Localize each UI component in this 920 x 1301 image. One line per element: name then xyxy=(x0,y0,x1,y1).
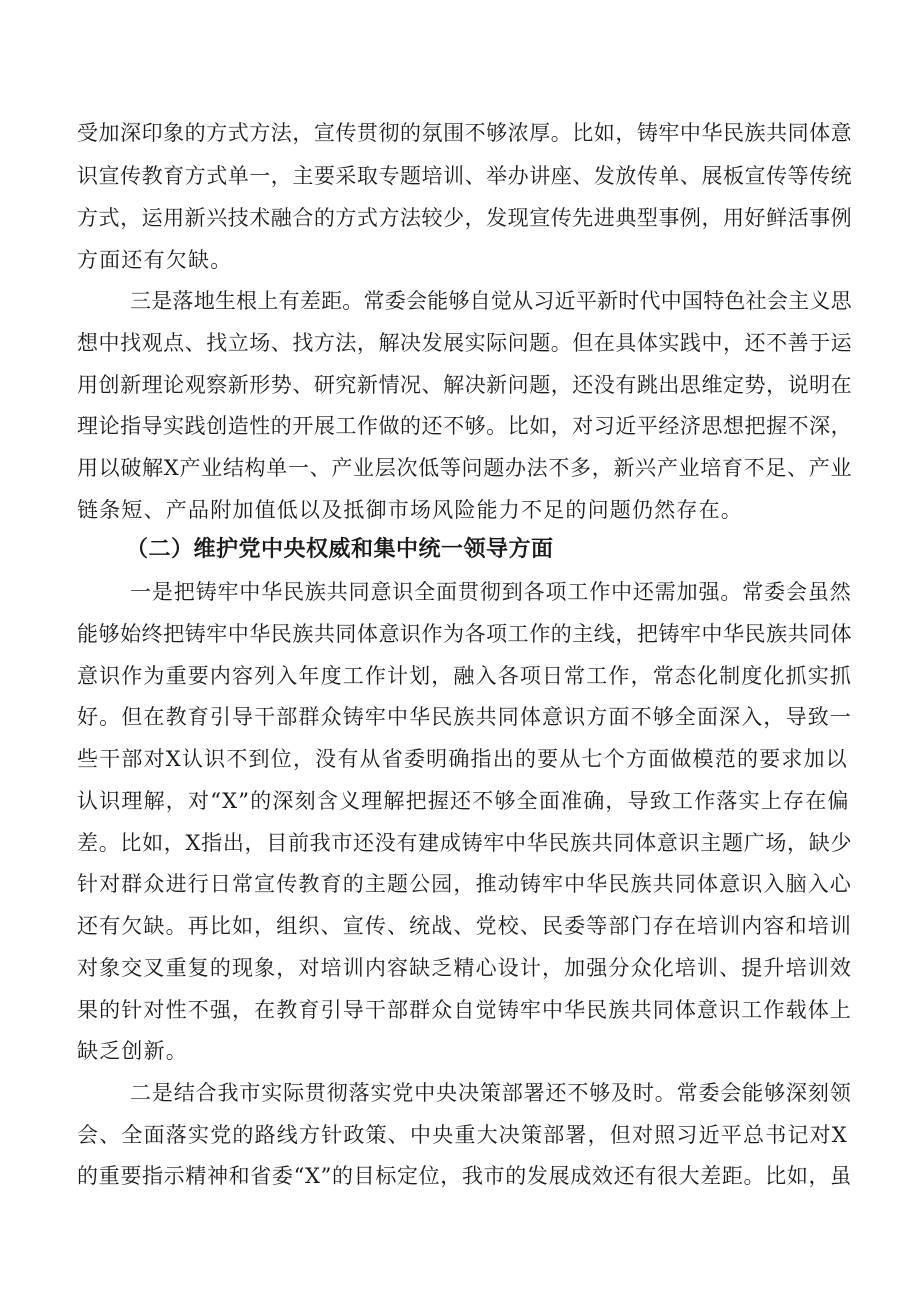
paragraph-line: 识宣传教育方式单一，主要采取专题培训、举办讲座、发放传单、展板宣传等传统 xyxy=(77,164,853,188)
section-heading: （二）维护党中央权威和集中统一领导方面 xyxy=(126,537,554,562)
paragraph-line: 受加深印象的方式方法，宣传贯彻的氛围不够浓厚。比如，铸牢中华民族共同体意 xyxy=(77,121,853,145)
paragraph-line: 好。但在教育引导干部群众铸牢中华民族共同体意识方面不够全面深入，导致一 xyxy=(77,705,852,729)
paragraph-line: 一是把铸牢中华民族共同意识全面贯彻到各项工作中还需加强。常委会虽然 xyxy=(130,580,852,604)
paragraph-line: 二是结合我市实际贯彻落实党中央决策部署还不够及时。常委会能够深刻领 xyxy=(130,1081,852,1105)
paragraph-line: 方面还有欠缺。 xyxy=(77,248,233,272)
paragraph-line: 用创新理论观察新形势、研究新情况、解决新问题，还没有跳出思维定势，说明在 xyxy=(77,373,853,397)
paragraph-line: 会、全面落实党的路线方针政策、中央重大决策部署，但对照习近平总书记对X xyxy=(77,1123,848,1147)
paragraph-line: 想中找观点、找立场、找方法，解决发展实际问题。但在具体实践中，还不善于运 xyxy=(77,331,853,355)
paragraph-line: 理论指导实践创造性的开展工作做的还不够。比如，对习近平经济思想把握不深， xyxy=(77,414,853,438)
paragraph-line: 针对群众进行日常宣传教育的主题公园，推动铸牢中华民族共同体意识入脑入心 xyxy=(77,872,852,896)
paragraph-line: 意识作为重要内容列入年度工作计划，融入各项日常工作，常态化制度化抓实抓 xyxy=(77,664,852,688)
paragraph-line: 认识理解，对“X”的深刻含义理解把握还不够全面准确，导致工作落实上存在偏 xyxy=(77,789,850,813)
paragraph-line: 还有欠缺。再比如，组织、宣传、统战、党校、民委等部门存在培训内容和培训 xyxy=(77,914,852,938)
paragraph-line: 链条短、产品附加值低以及抵御市场风险能力不足的问题仍然存在。 xyxy=(77,498,743,522)
paragraph-line: 的重要指示精神和省委“X”的目标定位，我市的发展成效还有很大差距。比如，虽 xyxy=(77,1164,852,1188)
paragraph-line: 缺乏创新。 xyxy=(77,1039,188,1063)
paragraph-line: 差。比如，X指出，目前我市还没有建成铸牢中华民族共同体意识主题广场，缺少 xyxy=(77,831,853,855)
paragraph-line: 三是落地生根上有差距。常委会能够自觉从习近平新时代中国特色社会主义思 xyxy=(130,289,852,313)
paragraph-line: 对象交叉重复的现象，对培训内容缺乏精心设计，加强分众化培训、提升培训效 xyxy=(77,956,852,980)
paragraph-line: 能够始终把铸牢中华民族共同体意识作为各项工作的主线，把铸牢中华民族共同体 xyxy=(77,622,853,646)
paragraph-line: 方式，运用新兴技术融合的方式方法较少，发现宣传先进典型事例，用好鲜活事例 xyxy=(77,206,853,230)
paragraph-line: 些干部对X认识不到位，没有从省委明确指出的要从七个方面做模范的要求加以 xyxy=(77,747,848,771)
paragraph-line: 果的针对性不强，在教育引导干部群众自觉铸牢中华民族共同体意识工作载体上 xyxy=(77,998,852,1022)
paragraph-line: 用以破解X产业结构单一、产业层次低等问题办法不多，新兴产业培育不足、产业 xyxy=(77,456,853,480)
